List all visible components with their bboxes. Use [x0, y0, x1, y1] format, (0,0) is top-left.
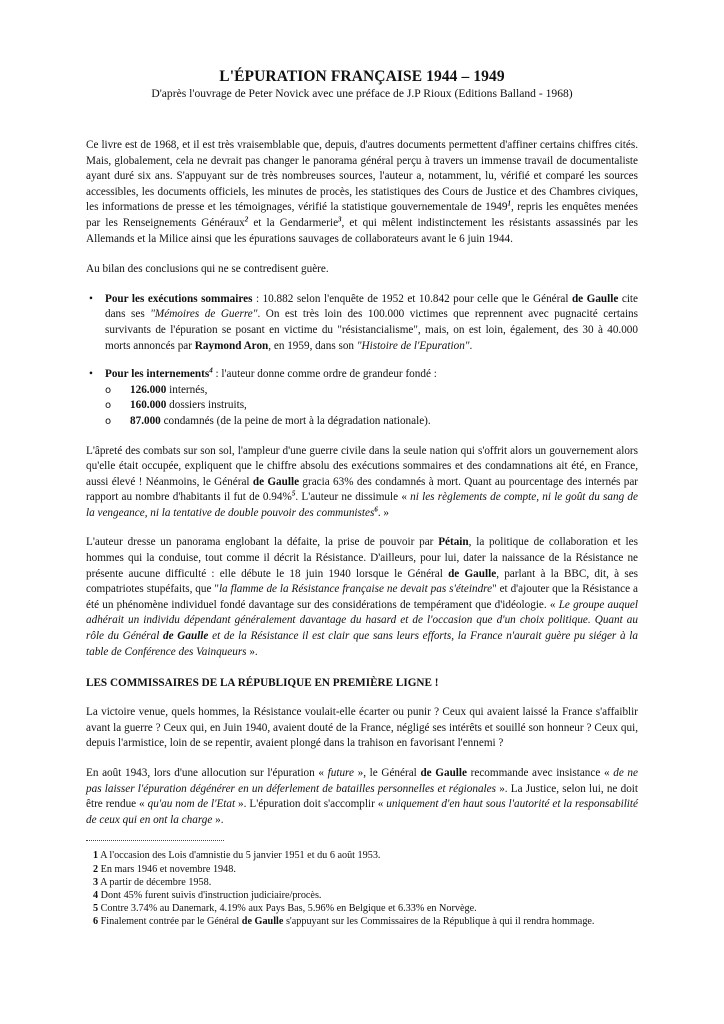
text-run: cite dans ses	[105, 292, 638, 321]
quote-text: Le groupe auquel adhérait un individu dépendant généralement davantage du hasard et de l'occasion que d'un choix politique. Quant au rôle du Général	[86, 598, 638, 643]
footnote-ref-4[interactable]: 4	[209, 366, 213, 375]
text-run: condamnés (de la peine de mort à la dégradation nationale).	[160, 414, 431, 427]
text-run: " et d'ajouter que la Résistance a été un phénomène individuel fondé davantage sur des considérations de tempérament que d'idéologie. «	[86, 583, 638, 611]
name-de-gaulle: de Gaulle	[163, 630, 209, 643]
footnote-item	[93, 849, 638, 862]
footnote-ref-5[interactable]: 5	[291, 489, 296, 498]
name-de-gaulle: de Gaulle	[448, 567, 497, 580]
footnote-item	[93, 863, 638, 876]
quote-text: de ne pas laisser l'épuration dégénérer en un déferlement de batailles personnelles et régionales	[86, 767, 638, 795]
name-de-gaulle: de Gaulle	[241, 916, 284, 928]
aout-paragraph	[86, 766, 638, 828]
name-de-gaulle: de Gaulle	[420, 767, 467, 779]
footnote-text: Finalement contrée par le Général	[98, 916, 242, 928]
bullet-label: Pour les internements	[105, 368, 210, 381]
intro-paragraph	[86, 138, 638, 247]
figure-value: 87.000	[130, 414, 161, 427]
footnote-item	[93, 915, 638, 928]
circle-bullet-icon: o	[105, 400, 112, 412]
bullet-label: Pour les exécutions sommaires	[105, 292, 253, 305]
figure-value: 126.000	[130, 383, 167, 396]
footnote-item	[93, 889, 638, 902]
circle-bullet-icon: o	[105, 415, 112, 427]
text-run: .	[469, 339, 473, 352]
footnote-text: s'appuyant sur les Commissaires de la République à qui il rendra hommage.	[283, 916, 595, 928]
document-subtitle: D'après l'ouvrage de Peter Novick avec une préface de J.P Rioux (Editions Balland - 1968)	[151, 87, 573, 100]
book-title-histoire: "Histoire de l'Epuration"	[356, 339, 470, 352]
quote-text: et de la Résistance il est clair que sans leurs efforts, la France n'aurait guère pu siéger à la table de Conférence des Vainqueurs	[86, 630, 638, 658]
text-run: , repris les enquêtes menées par les Renseignements Généraux	[86, 201, 639, 229]
text-run: . L'auteur ne dissimule «	[295, 491, 411, 504]
quote-text: la flamme de la Résistance française ne devait pas s'éteindre	[218, 583, 493, 596]
footnote-text: A partir de décembre 1958.	[98, 876, 212, 888]
text-run: gracia 63% des condamnés à mort. Quant au pourcentage des internés par rapport au nombre d'habitants il fut de 0.94%	[86, 475, 639, 504]
text-run: , en 1959, dans son	[268, 339, 357, 352]
sub-list-item	[105, 383, 638, 399]
footnote-ref-3[interactable]: 3	[338, 215, 342, 224]
bullet-icon: •	[89, 292, 93, 305]
sub-list-item	[105, 398, 638, 414]
footnote-ref-6[interactable]: 6	[374, 505, 378, 514]
footnote-number: 2	[93, 863, 99, 875]
text-run: ». L'épuration doit s'accomplir «	[235, 798, 387, 811]
text-run: : l'auteur donne comme ordre de grandeur fondé :	[212, 368, 437, 381]
text-run: », le Général	[353, 767, 421, 779]
internements-sublist	[105, 383, 638, 430]
text-run: recommande avec insistance «	[466, 767, 614, 779]
text-run: : 10.882 selon l'enquête de 1952 et 10.842 pour celle que le Général	[252, 292, 572, 305]
document-title: L'ÉPURATION FRANÇAISE 1944 – 1949	[219, 68, 505, 85]
footnote-text: Dont 45% furent suivis d'instruction judiciaire/procès.	[98, 889, 322, 901]
text-run: En août 1943, lors d'une allocution sur l'épuration «	[86, 767, 328, 779]
text-run: ». La Justice, selon lui, ne doit être rendue «	[86, 782, 639, 811]
text-run: dossiers instruits,	[166, 399, 247, 412]
auteur-paragraph	[86, 535, 638, 660]
book-title-memoires: "Mémoires de Guerre"	[150, 308, 258, 321]
text-run: , et qui mêlent indistinctement les résistants assassinés par les Allemands et la Milice ainsi que les épurations sauvages de collaborateurs avant le 6 juin 1944.	[86, 216, 638, 245]
footnote-text: Contre 3.74% au Danemark, 4.19% aux Pays Bas, 5.96% en Belgique et 6.33% en Norvège.	[98, 903, 477, 915]
conclusions-list	[86, 292, 638, 430]
text-run: , parlant à la BBC, dit, à ses compatriotes stupéfaits, que "	[86, 567, 639, 596]
text-run: L'âpreté des combats sur son sol, l'ampleur d'une guerre civile dans la seule nation qui s'offrit alors un gouvernement alors qu'elle était occupée, expliquent que le chiffre absolu des exécutions sommaires et des condamnations ait été, en France, aussi élevé ! Néanmoins, le Général	[86, 444, 638, 488]
bilan-paragraph: Au bilan des conclusions qui ne se contredisent guère.	[86, 263, 329, 276]
text-run: , la politique de collaboration et les hommes qui la conduise, tout comme il décrit la Résistance. D'ailleurs, pour lui, dater la naissance de la Résistance ne présente aucune difficulté : elle débute le 18 juin 1940 lorsque le Général	[86, 536, 638, 580]
name-de-gaulle: de Gaulle	[571, 292, 619, 305]
footnote-separator	[86, 840, 224, 841]
footnote-item	[93, 876, 638, 889]
footnote-ref-1[interactable]: 1	[507, 199, 511, 208]
footnote-number: 6	[93, 916, 99, 928]
quote-text: ni les règlements de compte, ni le goût du sang de la vengeance, ni la tentative de double pouvoir des communistes	[86, 491, 638, 519]
section-heading: LES COMMISSAIRES DE LA RÉPUBLIQUE EN PREMIÈRE LIGNE !	[86, 677, 439, 690]
quote-text: qu'au nom de l'Etat	[147, 798, 236, 811]
footnotes	[86, 849, 638, 928]
text-run: ».	[212, 813, 224, 826]
text-run: . »	[377, 506, 390, 519]
footnote-text: En mars 1946 et novembre 1948.	[98, 863, 236, 875]
quote-text: uniquement d'en haut sous l'autorité et la responsabilité de ceux qui en ont la charge	[86, 798, 638, 826]
list-item-internements	[86, 367, 638, 429]
text-run: . On est très loin des 100.000 victimes que reprennent avec pugnacité certains survivants de l'épuration se posant en victime du "résistancialisme", mais, on est loin, également, des 30 à 40.000 morts annoncés par	[105, 308, 638, 352]
name-raymond-aron: Raymond Aron	[194, 339, 269, 352]
victoire-paragraph: La victoire venue, quels hommes, la Résistance voulait-elle écarter ou punir ? Ceux qui avaient laissé la France s'affaiblir avant la guerre ? Ceux qui, en Juin 1940, avaient douté de la France, négligé ses intérêts et souillé son honneur ? Ceux qui, depuis l'armistice, loin de se repentir, avaient plongé dans la trahison en favorisant l'ennemi ?	[86, 706, 638, 750]
circle-bullet-icon: o	[105, 384, 112, 396]
text-run: et la Gendarmerie	[248, 216, 339, 229]
footnote-number: 5	[93, 903, 99, 915]
text-run: Ce livre est de 1968, et il est très vraisemblable que, depuis, d'autres documents permettent d'affiner certains chiffres cités. Mais, globalement, cela ne devrait pas changer le panorama général perçu à travers un immense travail de documentaliste ayant duré six ans. S'appuyant sur de très nombreuses sources, l'auteur a, notamment, lu, vérifié et comparé les sources accessibles, les documents officiels, les minutes de procès, les statistiques des Cours de Justice et des Chambres civiques, les informations de presse et les témoignages, vérifié la statistique gouvernementale de 1949	[86, 139, 638, 214]
name-petain: Pétain	[438, 536, 469, 549]
quote-text: future	[327, 767, 354, 779]
footnote-number: 3	[93, 876, 99, 888]
aprete-paragraph	[86, 444, 638, 522]
sub-list-item	[105, 414, 638, 430]
list-item-executions	[86, 292, 638, 354]
footnote-text: A l'occasion des Lois d'amnistie du 5 janvier 1951 et du 6 août 1953.	[98, 850, 381, 862]
text-run: internés,	[166, 383, 208, 396]
figure-value: 160.000	[130, 399, 167, 412]
bullet-icon: •	[89, 368, 93, 381]
text-run: L'auteur dresse un panorama englobant la défaite, la prise de pouvoir par	[86, 536, 439, 549]
text-run: ».	[246, 645, 258, 658]
footnote-number: 4	[93, 889, 99, 901]
footnote-ref-2[interactable]: 2	[244, 215, 249, 224]
name-de-gaulle: de Gaulle	[252, 475, 300, 488]
footnote-item	[93, 902, 638, 915]
footnote-number: 1	[93, 850, 99, 862]
